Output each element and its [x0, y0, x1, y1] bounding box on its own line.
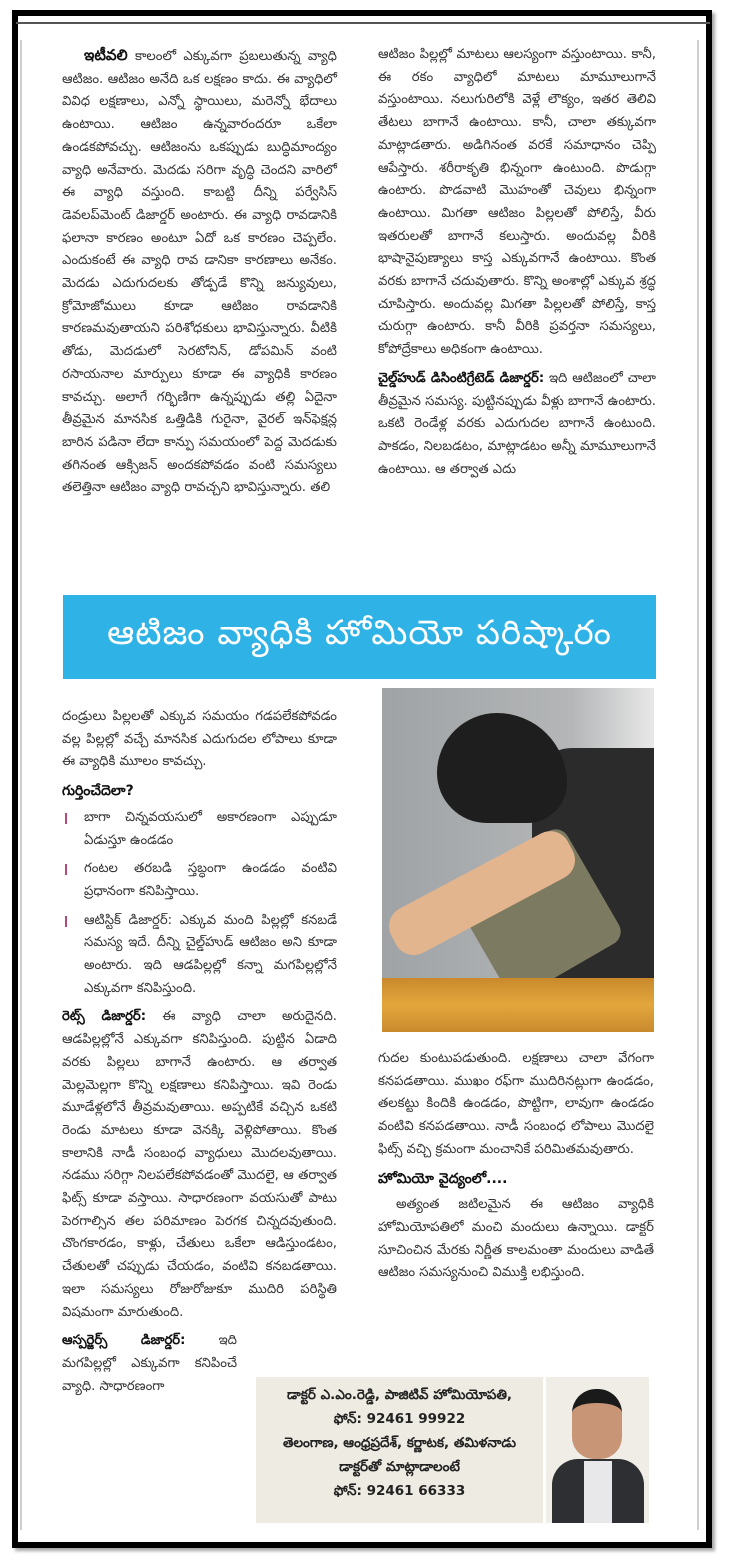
rett-text: ఈ వ్యాధి చాలా అరుదైనది. ఆడపిల్లల్లోనే ఎక్కువగా కనిపిస్తుంది. పుట్టిన ఏడాది వరకు పిల్లలు బాగానే ఉంటారు. ఆ తర్వాత మెల్లమెల్లగా కొన్ని లక్షణాలు కనిపిస్తాయి. ఇవి రెండు మూడేళ్లలోనే తీవ్రమవుతాయి. అప్పటికే వచ్చిన ఒకటి రెండు మాటలు కూడా వెనక్కి వెళ్లిపోతాయి. కొంత కాలానికి నాడీ సంబంధ వ్యాధులు మొదలవుతాయి. నడము సరిగ్గా నిలపలేకపోవడంతో మొదలై, ఆ తర్వాత ఫిట్స్ కూడా వస్తాయి. సాధారణంగా వయసుతో పాటు పెరగాల్సిన తల పరిమాణం పెరగక చిన్నదవుతుంది. చొంగకారడం, కాళ్లు, చేతులు ఒకేలా ఆడిస్తుండటం, చేతులతో చప్పుడు చేయడం, వంటివి కనబడతాయి. ఇలా సమస్యలు రోజురోజుకూ ముదిరి పరిస్థితి విషమంగా మారుతుంది.	[62, 1009, 337, 1320]
column-2	[378, 44, 656, 481]
column-1-text: కాలంలో ఎక్కువగా ప్రబలుతున్న వ్యాధి ఆటిజం. ఆటిజం అనేది ఒక లక్షణం కాదు. ఈ వ్యాధిలో వివిధ లక్షణాలు, ఎన్నో స్థాయిలు, మరెన్నో భేదాలు ఉంటాయి. ఆటిజం ఉన్నవారందరూ ఒకేలా ఉండకపోవచ్చు. ఆటిజంను ఒకప్పుడు బుద్ధిమాంద్యం వ్యాధి అనేవారు. మెదడు సరిగా వృద్ధి చెందని వారిలో ఈ వ్యాధి వస్తుంది. కాబట్టి దీన్ని పర్వేసిస్ డెవలప్‌మెంట్ డిజార్డర్ అంటారు. ఈ వ్యాధి రావడానికి ఫలానా కారణం అంటూ ఏదో ఒక కారణం చెప్పలేం. ఎందుకంటే ఈ వ్యాధి రావ డానికా కారణాలు అనేకం. మెదడు ఎదుగుదలకు తోడ్పడే కొన్ని జన్యువులు, క్రోమోజోములు కూడా ఆటిజం రావడానికి కారణమవుతాయని పరిశోధకులు భావిస్తున్నారు. వీటికి తోడు, మెదడులో సెరటోనిన్, డోపమిన్ వంటి రసాయనాల మార్పులు కూడా ఈ వ్యాధికి కారణం కావచ్చు. అలాగే గర్భిణిగా ఉన్నప్పుడు తల్లి ఏదైనా తీవ్రమైన మానసిక ఒత్తిడికి గురైనా, వైరల్ ఇన్‌ఫెక్షన్ల బారిన పడినా లేదా కాన్పు సమయంలో పెద్ద మెదడుకు తగినంత ఆక్సిజన్ అందకపోవడం వంటి సమస్యలు తలెత్తినా ఆటిజం వ్యాధి రావచ్చని భావిస్తున్నారు. తలి	[62, 49, 337, 496]
states: తెలంగాణ, ఆంధ్రప్రదేశ్, కర్ణాటక, తమిళనాడు	[282, 1435, 517, 1451]
portrait-collar	[584, 1461, 612, 1523]
photo-floor	[382, 978, 654, 1032]
homeo-heading: హోమియో వైద్యంలో....	[378, 1170, 508, 1187]
lead-word: ఇటీవలి	[84, 46, 128, 64]
symptom-list	[62, 807, 337, 1001]
column-3-intro: దండ్రులు పిల్లలతో ఎక్కువ సమయం గడపలేకపోవడం వల్ల పిల్లల్లో వచ్చే మానసిక ఎదుగుదల లోపాలు కూడా ఈ వ్యాధికి మూలం కావచ్చు.	[62, 709, 337, 770]
list-item: బాగా చిన్నవయసులో అకారణంగా ఎప్పుడూ ఏడుస్తూ ఉండడం	[62, 807, 337, 852]
top-rule	[16, 22, 710, 24]
phone-1: ఫోన్: 92461 99922	[333, 1411, 466, 1427]
left-rule	[20, 40, 22, 1530]
cdd-heading: చైల్డ్‌హుడ్ డిసింటిగ్రేటెడ్ డిజార్డర్:	[378, 370, 545, 386]
phone-2: ఫోన్: 92461 66333	[333, 1483, 466, 1499]
cdd-text: ఇది ఆటిజంలో చాలా తీవ్రమైన సమస్య. పుట్టినప్పుడు వీళ్లు బాగానే ఉంటారు. ఒకటి రెండేళ్ల వరకు ఎదుగుదల బాగానే ఉంటుంది. పాకడం, నిలబడటం, మాట్లాడటం అన్నీ మామూలుగానే ఉంటాయి. ఆ తర్వాత ఎదు	[378, 370, 656, 477]
column-4	[378, 1048, 654, 1285]
right-rule	[697, 40, 699, 1530]
list-item: ఆటిస్టిక్ డిజార్డర్: ఎక్కువ మంది పిల్లల్లో కనబడే సమస్య ఇదే. దీన్ని చైల్డ్‌హుడ్ ఆటిజం అని కూడా అంటారు. ఇది ఆడపిల్లల్లో కన్నా మగపిల్లల్లోనే ఎక్కువగా కనిపిస్తుంది.	[62, 910, 337, 1001]
rett-heading: రెట్స్ డిజార్డర్:	[62, 1009, 146, 1025]
homeo-text: అత్యంత జటిలమైన ఈ ఆటిజం వ్యాధికి హోమియోపతిలో మంచి మందులు ఉన్నాయి. డాక్టర్ సూచించిన మేరకు నిర్ణీత కాలమంతా మందులు వాడితే ఆటిజం సమస్యనుంచి విముక్తి లభిస్తుంది.	[378, 1197, 654, 1281]
bullet-bar-icon	[65, 916, 67, 927]
identify-heading: గుర్తించేదెలా?	[62, 783, 134, 800]
column-4-text: గుదల కుంటుపడుతుంది. లక్షణాలు చాలా వేగంగా కనపడతాయి. ముఖం రఫ్‌గా ముదిరినట్లుగా ఉండడం, తలకట్టు కిందికి ఉండడం, పొట్టిగా, లావుగా ఉండడం వంటివి కనపడతాయి. నాడీ సంబంధ లోపాలు మొదలై ఫిట్స్ వచ్చి క్రమంగా మంచానికే పరిమితమవుతారు.	[378, 1051, 654, 1157]
asperger-heading: ఆస్పర్జెర్స్ డిజార్డర్:	[62, 1333, 186, 1349]
headline-banner	[63, 595, 656, 679]
doctor-name: డాక్టర్ ఎ.ఎం.రెడ్డి, పాజిటివ్ హోమియోపతి,	[286, 1387, 513, 1403]
doctor-portrait	[546, 1377, 649, 1523]
bullet-bar-icon	[65, 864, 67, 875]
asperger-text: ఇది మగపిల్లల్లో ఎక్కువగా కనిపించే వ్యాధి. సాధారణంగా	[62, 1333, 237, 1394]
headline: ఆటిజం వ్యాధికి హోమియో పరిష్కారం	[107, 613, 612, 653]
column-2-text: ఆటిజం పిల్లల్లో మాటలు ఆలస్యంగా వస్తుంటాయి. కానీ, ఈ రకం వ్యాధిలో మాటలు మామూలుగానే వస్తుంటాయి. నలుగురిలోకి వెళ్లే లౌక్యం, ఇతర తెలివి తేటలు బాగానే ఉంటాయి. కానీ, చాలా తక్కువగా మాట్లాడతారు. అడిగినంత వరకే సమాధానం చెప్పి ఆపేస్తారు. శరీరాకృతి భిన్నంగా ఉంటుంది. పొడుగ్గా ఉంటారు. పొడవాటి మొహంతో చెవులు భిన్నంగా ఉంటాయి. మిగతా ఆటిజం పిల్లలతో పోలిస్తే, వీరు ఇతరులతో బాగానే కలుస్తారు. అందువల్ల వీరికి భాషానైపుణ్యాలు కాస్త ఎక్కువగానే ఉంటాయి. కొంత వరకు బాగానే చదువుతారు. కొన్ని అంశాల్లో ఎక్కువ శ్రద్ధ చూపిస్తారు. అందువల్ల మిగతా పిల్లలతో పోలిస్తే, కాస్త చురుగ్గా ఉంటారు. కానీ వీరికి ప్రవర్తనా సమస్యలు, కోపోద్రేకాలు అధికంగా ఉంటాయి.	[378, 47, 656, 358]
column-3	[62, 706, 337, 1398]
talk-to-doctor: డాక్టర్‌తో మాట్లాడాలంటే	[339, 1459, 460, 1475]
portrait-head	[572, 1389, 622, 1459]
column-1	[62, 44, 337, 500]
article-photo	[382, 688, 654, 1032]
contact-box	[256, 1377, 543, 1523]
bullet-bar-icon	[65, 813, 67, 824]
list-item: గంటల తరబడి స్తబ్ధంగా ఉండడం వంటివి ప్రధానంగా కనిపిస్తాయి.	[62, 858, 337, 903]
